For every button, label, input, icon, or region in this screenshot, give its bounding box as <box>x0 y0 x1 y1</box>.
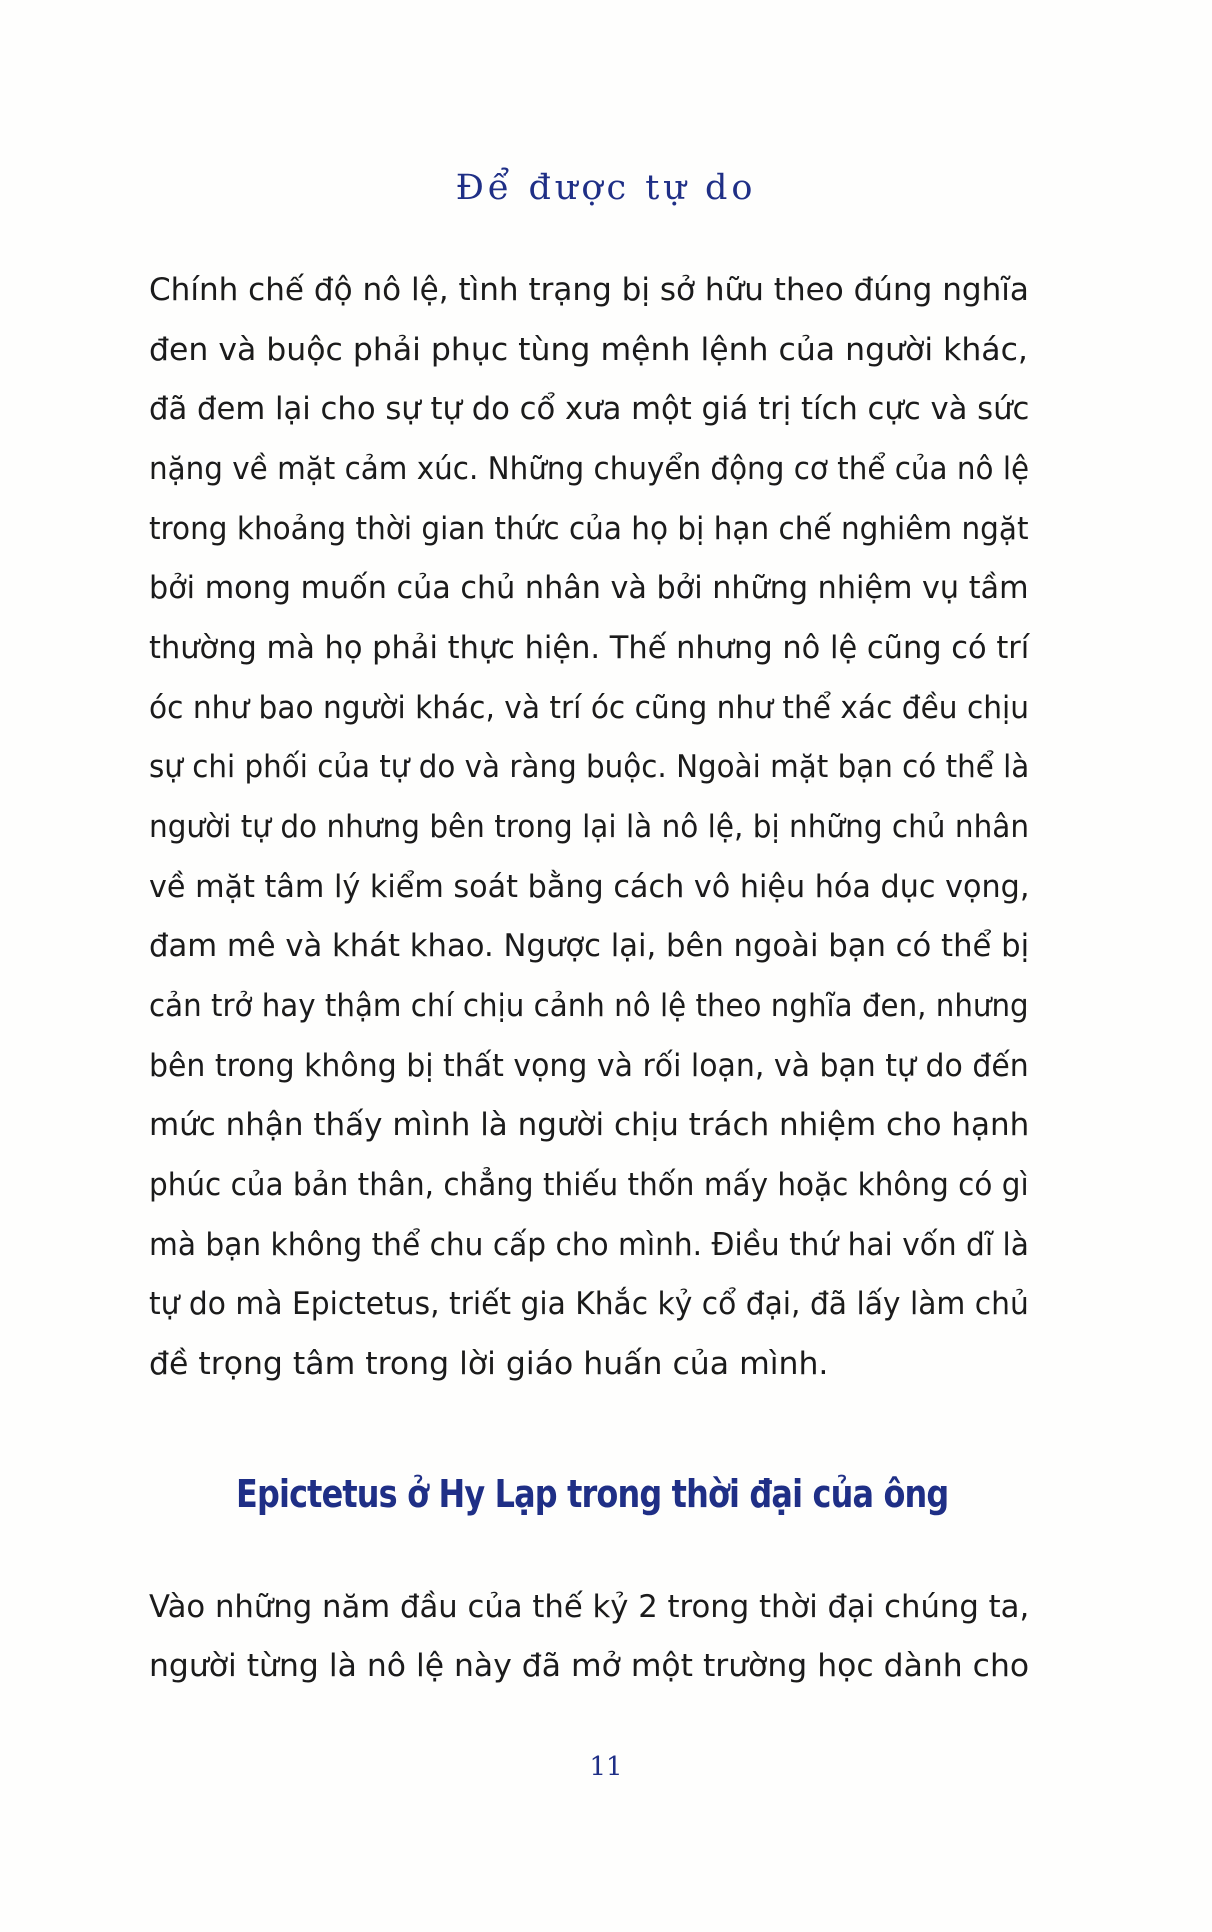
paragraph-line: đam mê và khát khao. Ngược lại, bên ngoài bạn có thể bị <box>149 928 1030 964</box>
paragraph-line: đen và buộc phải phục tùng mệnh lệnh của người khác, <box>149 332 1028 368</box>
paragraph-line: sự chi phối của tự do và ràng buộc. Ngoài mặt bạn có thể là <box>149 749 1030 785</box>
paragraph-line: tự do mà Epictetus, triết gia Khắc kỷ cổ đại, đã lấy làm chủ <box>149 1286 1029 1322</box>
paragraph-line: bên trong không bị thất vọng và rối loạn, và bạn tự do đến <box>149 1048 1029 1084</box>
section-line: người từng là nô lệ này đã mở một trường học dành cho <box>149 1648 1030 1684</box>
paragraph-line: trong khoảng thời gian thức của họ bị hạn chế nghiêm ngặt <box>149 511 1029 547</box>
section-heading: Epictetus ở Hy Lạp trong thời đại của ông <box>236 1472 949 1516</box>
paragraph-line: thường mà họ phải thực hiện. Thế nhưng nô lệ cũng có trí <box>149 630 1030 666</box>
paragraph-line: nặng về mặt cảm xúc. Những chuyển động cơ thể của nô lệ <box>149 451 1030 487</box>
paragraph-line: cản trở hay thậm chí chịu cảnh nô lệ theo nghĩa đen, nhưng <box>149 988 1029 1024</box>
paragraph-line: óc như bao người khác, và trí óc cũng như thể xác đều chịu <box>149 690 1030 726</box>
page-number: 11 <box>589 1752 623 1782</box>
paragraph-line: mức nhận thấy mình là người chịu trách nhiệm cho hạnh <box>149 1107 1030 1143</box>
paragraph-line: phúc của bản thân, chẳng thiếu thốn mấy hoặc không có gì <box>149 1167 1029 1203</box>
paragraph-line: về mặt tâm lý kiểm soát bằng cách vô hiệu hóa dục vọng, <box>149 869 1030 905</box>
paragraph-line: mà bạn không thể chu cấp cho mình. Điều thứ hai vốn dĩ là <box>149 1227 1029 1263</box>
paragraph-line: bởi mong muốn của chủ nhân và bởi những nhiệm vụ tầm <box>149 570 1029 606</box>
paragraph-line: đề trọng tâm trong lời giáo huấn của mình. <box>149 1346 829 1382</box>
section-line: Vào những năm đầu của thế kỷ 2 trong thời đại chúng ta, <box>149 1589 1030 1625</box>
running-title: Để được tự do <box>455 168 757 208</box>
paragraph-line: đã đem lại cho sự tự do cổ xưa một giá trị tích cực và sức <box>149 391 1030 427</box>
paragraph-line: Chính chế độ nô lệ, tình trạng bị sở hữu theo đúng nghĩa <box>149 272 1029 308</box>
paragraph-line: người tự do nhưng bên trong lại là nô lệ, bị những chủ nhân <box>149 809 1030 845</box>
